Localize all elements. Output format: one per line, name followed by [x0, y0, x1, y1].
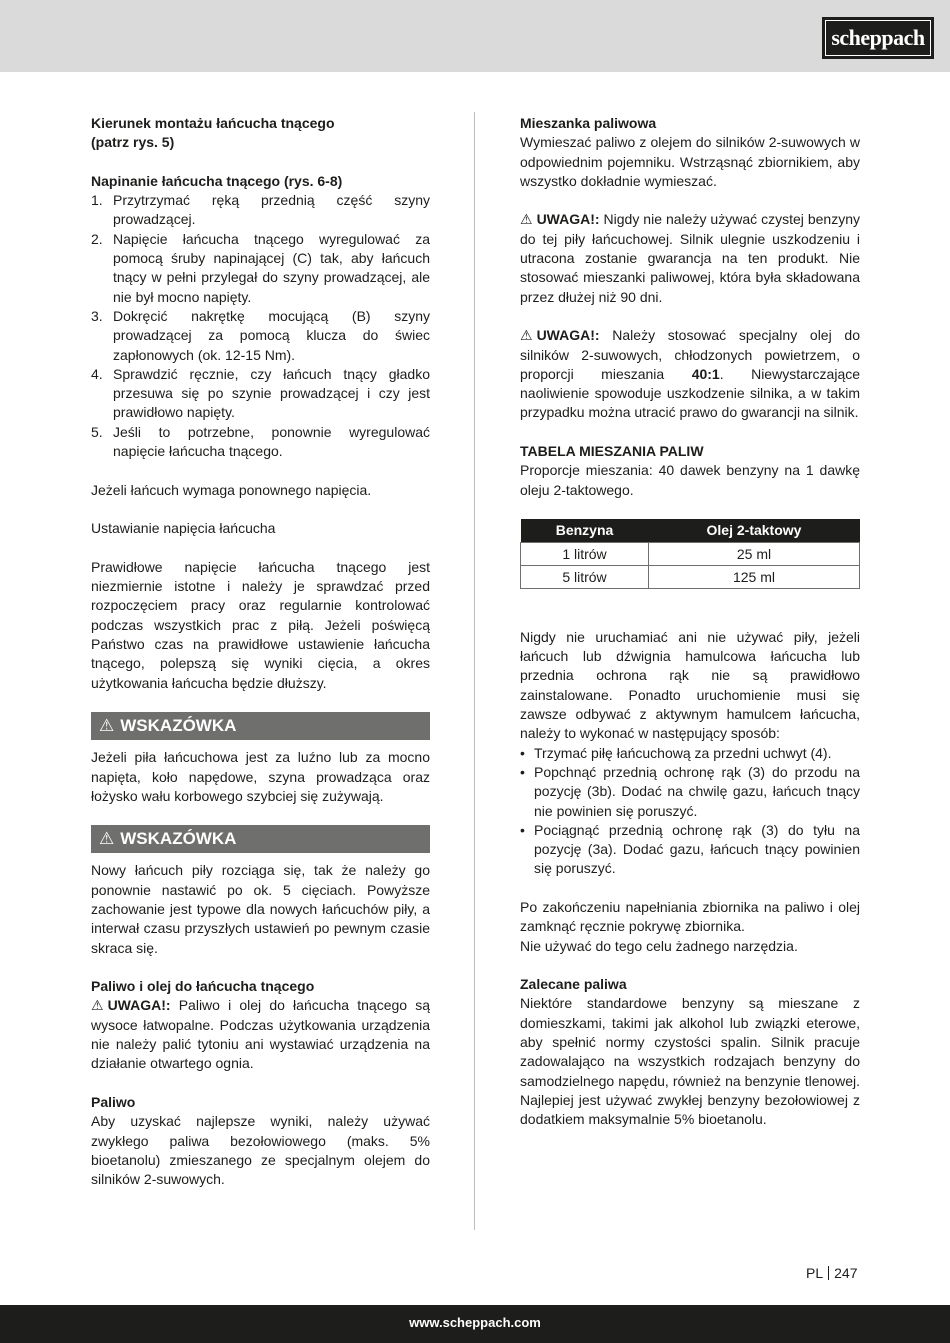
warning-icon: ⚠ — [520, 211, 533, 228]
page-number-separator — [828, 1266, 829, 1280]
tensioning-steps — [91, 191, 430, 461]
section-title-chain-direction: Kierunek montażu łańcucha tnącego — [91, 115, 335, 131]
note-text: Nowy łańcuch piły rozciąga się, tak że należy go ponownie nastawić po ok. 5 cięciach. Powyższe zachowanie jest typowe dla nowych łańcuchów piły, a interwał czasu przyszłych ustawień po pewnym czasie skraca się. — [91, 862, 430, 956]
list-item: • Popchnąć przednią ochronę rąk (3) do przodu na pozycję (3b). Dodać na chwilę gazu, łańcuch tnący nie powinien się poruszyć. — [520, 763, 860, 819]
table-header-cell: Olej 2-taktowy — [648, 519, 859, 543]
paragraph-retension: Jeżeli łańcuch wymaga ponownego napięcia. — [91, 481, 372, 498]
warning-icon: ⚠ — [99, 716, 115, 736]
step-item: 5. Jeśli to potrzebne, ponownie wyregulować napięcie łańcucha tnącego. — [91, 423, 430, 460]
list-item: • Pociągnąć przednią ochronę rąk (3) do tyłu na pozycję (3a). Dodać gazu, łańcuch tnący powinien się poruszyć. — [520, 821, 860, 877]
list-item: • Trzymać piłę łańcuchową za przedni uchwyt (4). — [520, 744, 832, 761]
header-bar — [0, 0, 950, 72]
table-cell: 125 ml — [648, 566, 859, 589]
table-cell: 25 ml — [648, 543, 859, 566]
note-heading: ⚠ WSKAZÓWKA — [91, 712, 430, 740]
section-title-recommended-fuels: Zalecane paliwa — [520, 976, 627, 993]
step-item: 3. Dokręcić nakrętkę mocującą (B) szyny prowadzącej za pomocą klucza do świec zapłonowych (ok. 12-15 Nm). — [91, 307, 430, 363]
step-item: 2. Napięcie łańcucha tnącego wyregulować za pomocą śruby napinającej (C) tak, aby łańcuch tnący w pełni przylegał do szyny prowadzącej, ale nie był mocno napięty. — [91, 230, 430, 305]
paragraph-after-filling: Po zakończeniu napełniania zbiornika na paliwo i olej zamknąć ręcznie pokrywę zbiornika. — [520, 898, 860, 935]
section-title-fuel-oil: Paliwo i olej do łańcucha tnącego — [91, 978, 315, 995]
paragraph-setting: Ustawianie napięcia łańcucha — [91, 520, 276, 537]
footer-url[interactable]: www.scheppach.com — [409, 1315, 541, 1330]
table-row — [521, 543, 860, 566]
table-cell: 5 litrów — [521, 566, 649, 589]
footer-bar — [0, 1305, 950, 1343]
page-number — [806, 1264, 857, 1283]
table-row — [521, 566, 860, 589]
paragraph-no-tool: Nie używać do tego celu żadnego narzędzia. — [520, 937, 798, 954]
table-header-row — [521, 519, 860, 543]
section-title-mix-table: TABELA MIESZANIA PALIW — [520, 443, 704, 460]
brand-logo-text: scheppach — [831, 25, 925, 51]
step-item: 1. Przytrzymać ręką przednią część szyny prowadzącej. — [91, 192, 430, 228]
column-divider — [474, 112, 475, 1230]
warning-paragraph: ⚠ UWAGA!: Nigdy nie należy używać czystej benzyny do tej piły łańcuchowej. Silnik ulegnie uszkodzeniu i utracona zostanie gwarancja na ten produkt. Nie stosować mieszanki paliwowej, która była składowana przez dłużej niż 90 dni. — [520, 211, 860, 305]
warning-paragraph: ⚠ UWAGA!: Paliwo i olej do łańcucha tnącego są wysoce łatwopalne. Podczas użytkowania urządzenia nie należy palić tytoniu ani wystawiać urządzenia na działanie otwartego ognia. — [91, 997, 430, 1072]
warning-icon: ⚠ — [91, 997, 104, 1014]
note-heading: ⚠ WSKAZÓWKA — [91, 825, 430, 853]
paragraph-mix: Wymieszać paliwo z olejem do silników 2-suwowych w odpowiednim pojemniku. Wstrząsnąć zbiornikiem, aby wszystko dokładnie wymieszać. — [520, 134, 860, 189]
paragraph-table-intro: Proporcje mieszania: 40 dawek benzyny na 1 dawkę oleju 2-taktowego. — [520, 462, 860, 498]
section-title-chain-direction-ref: (patrz rys. 5) — [91, 134, 175, 151]
section-title-tensioning: Napinanie łańcucha tnącego (rys. 6-8) — [91, 172, 343, 189]
start-procedure-list — [520, 744, 860, 879]
mix-table — [520, 519, 860, 589]
warning-icon: ⚠ — [99, 829, 115, 849]
paragraph-recommended-fuels: Niektóre standardowe benzyny są mieszane z domieszkami, takimi jak alkohol lub związki eterowe, aby spełnić normy czystości spalin. Silnik pracuje zadowalająco na wszystkich rodzajach benzyny do samodzielnego napędu, również na benzynie tlenowej. Najlepiej jest używać zwykłej benzyny bezołowiowej z dodatkiem maksymalnie 5% bioetanolu. — [520, 995, 860, 1128]
left-column — [91, 114, 430, 1189]
section-title-mix: Mieszanka paliwowa — [520, 115, 657, 131]
right-column — [520, 114, 860, 1130]
section-title-fuel: Paliwo — [91, 1093, 136, 1110]
warning-paragraph: ⚠ UWAGA!: Należy stosować specjalny olej do silników 2-suwowych, chłodzonych powietrzem, o proporcji mieszania 40:1. Niewystarczające naoliwienie spowoduje uszkodzenie silnika, a w takim przypadku można utracić prawo do gwarancji na silnik. — [520, 327, 861, 421]
page-number-value: 247 — [834, 1265, 858, 1281]
paragraph-fuel: Aby uzyskać najlepsze wyniki, należy używać zwykłego paliwa bezołowiowego (maks. 5% bioetanolu) zmieszanego ze specjalnym olejem do silników 2-suwowych. — [91, 1113, 430, 1188]
warning-icon: ⚠ — [520, 327, 533, 344]
note-text: Jeżeli piła łańcuchowa jest za luźno lub za mocno napięta, koło napędowe, szyna prowadząca oraz łożysko wału korbowego szybciej się zużywają. — [91, 749, 430, 804]
language-code: PL — [806, 1265, 824, 1281]
brand-logo — [822, 17, 934, 59]
paragraph-never-start: Nigdy nie uruchamiać ani nie używać piły, jeżeli łańcuch lub dźwignia hamulcowa łańcucha lub przednia ochrona rąk nie są prawidłowo zainstalowane. Ponadto uruchomienie musi się zawsze odbywać z aktywnym hamulcem łańcucha, należy to wykonać w następujący sposób: — [520, 628, 860, 742]
table-cell: 1 litrów — [521, 543, 649, 566]
step-item: 4. Sprawdzić ręcznie, czy łańcuch tnący gładko przesuwa się po szynie prowadzącej i czy jest prawidłowo napięty. — [91, 365, 430, 421]
table-header-cell: Benzyna — [521, 519, 649, 543]
paragraph-importance: Prawidłowe napięcie łańcucha tnącego jest niezmiernie istotne i należy je sprawdzać przed rozpoczęciem pracy oraz regularnie kontrolować podczas wszystkich prac z piłą. Jeżeli poświęcą Państwo czas na prawidłowe ustawienie łańcucha tnącego, polepszą się wyniki cięcia, a okres użytkowania łańcucha będzie dłuższy. — [91, 558, 430, 691]
